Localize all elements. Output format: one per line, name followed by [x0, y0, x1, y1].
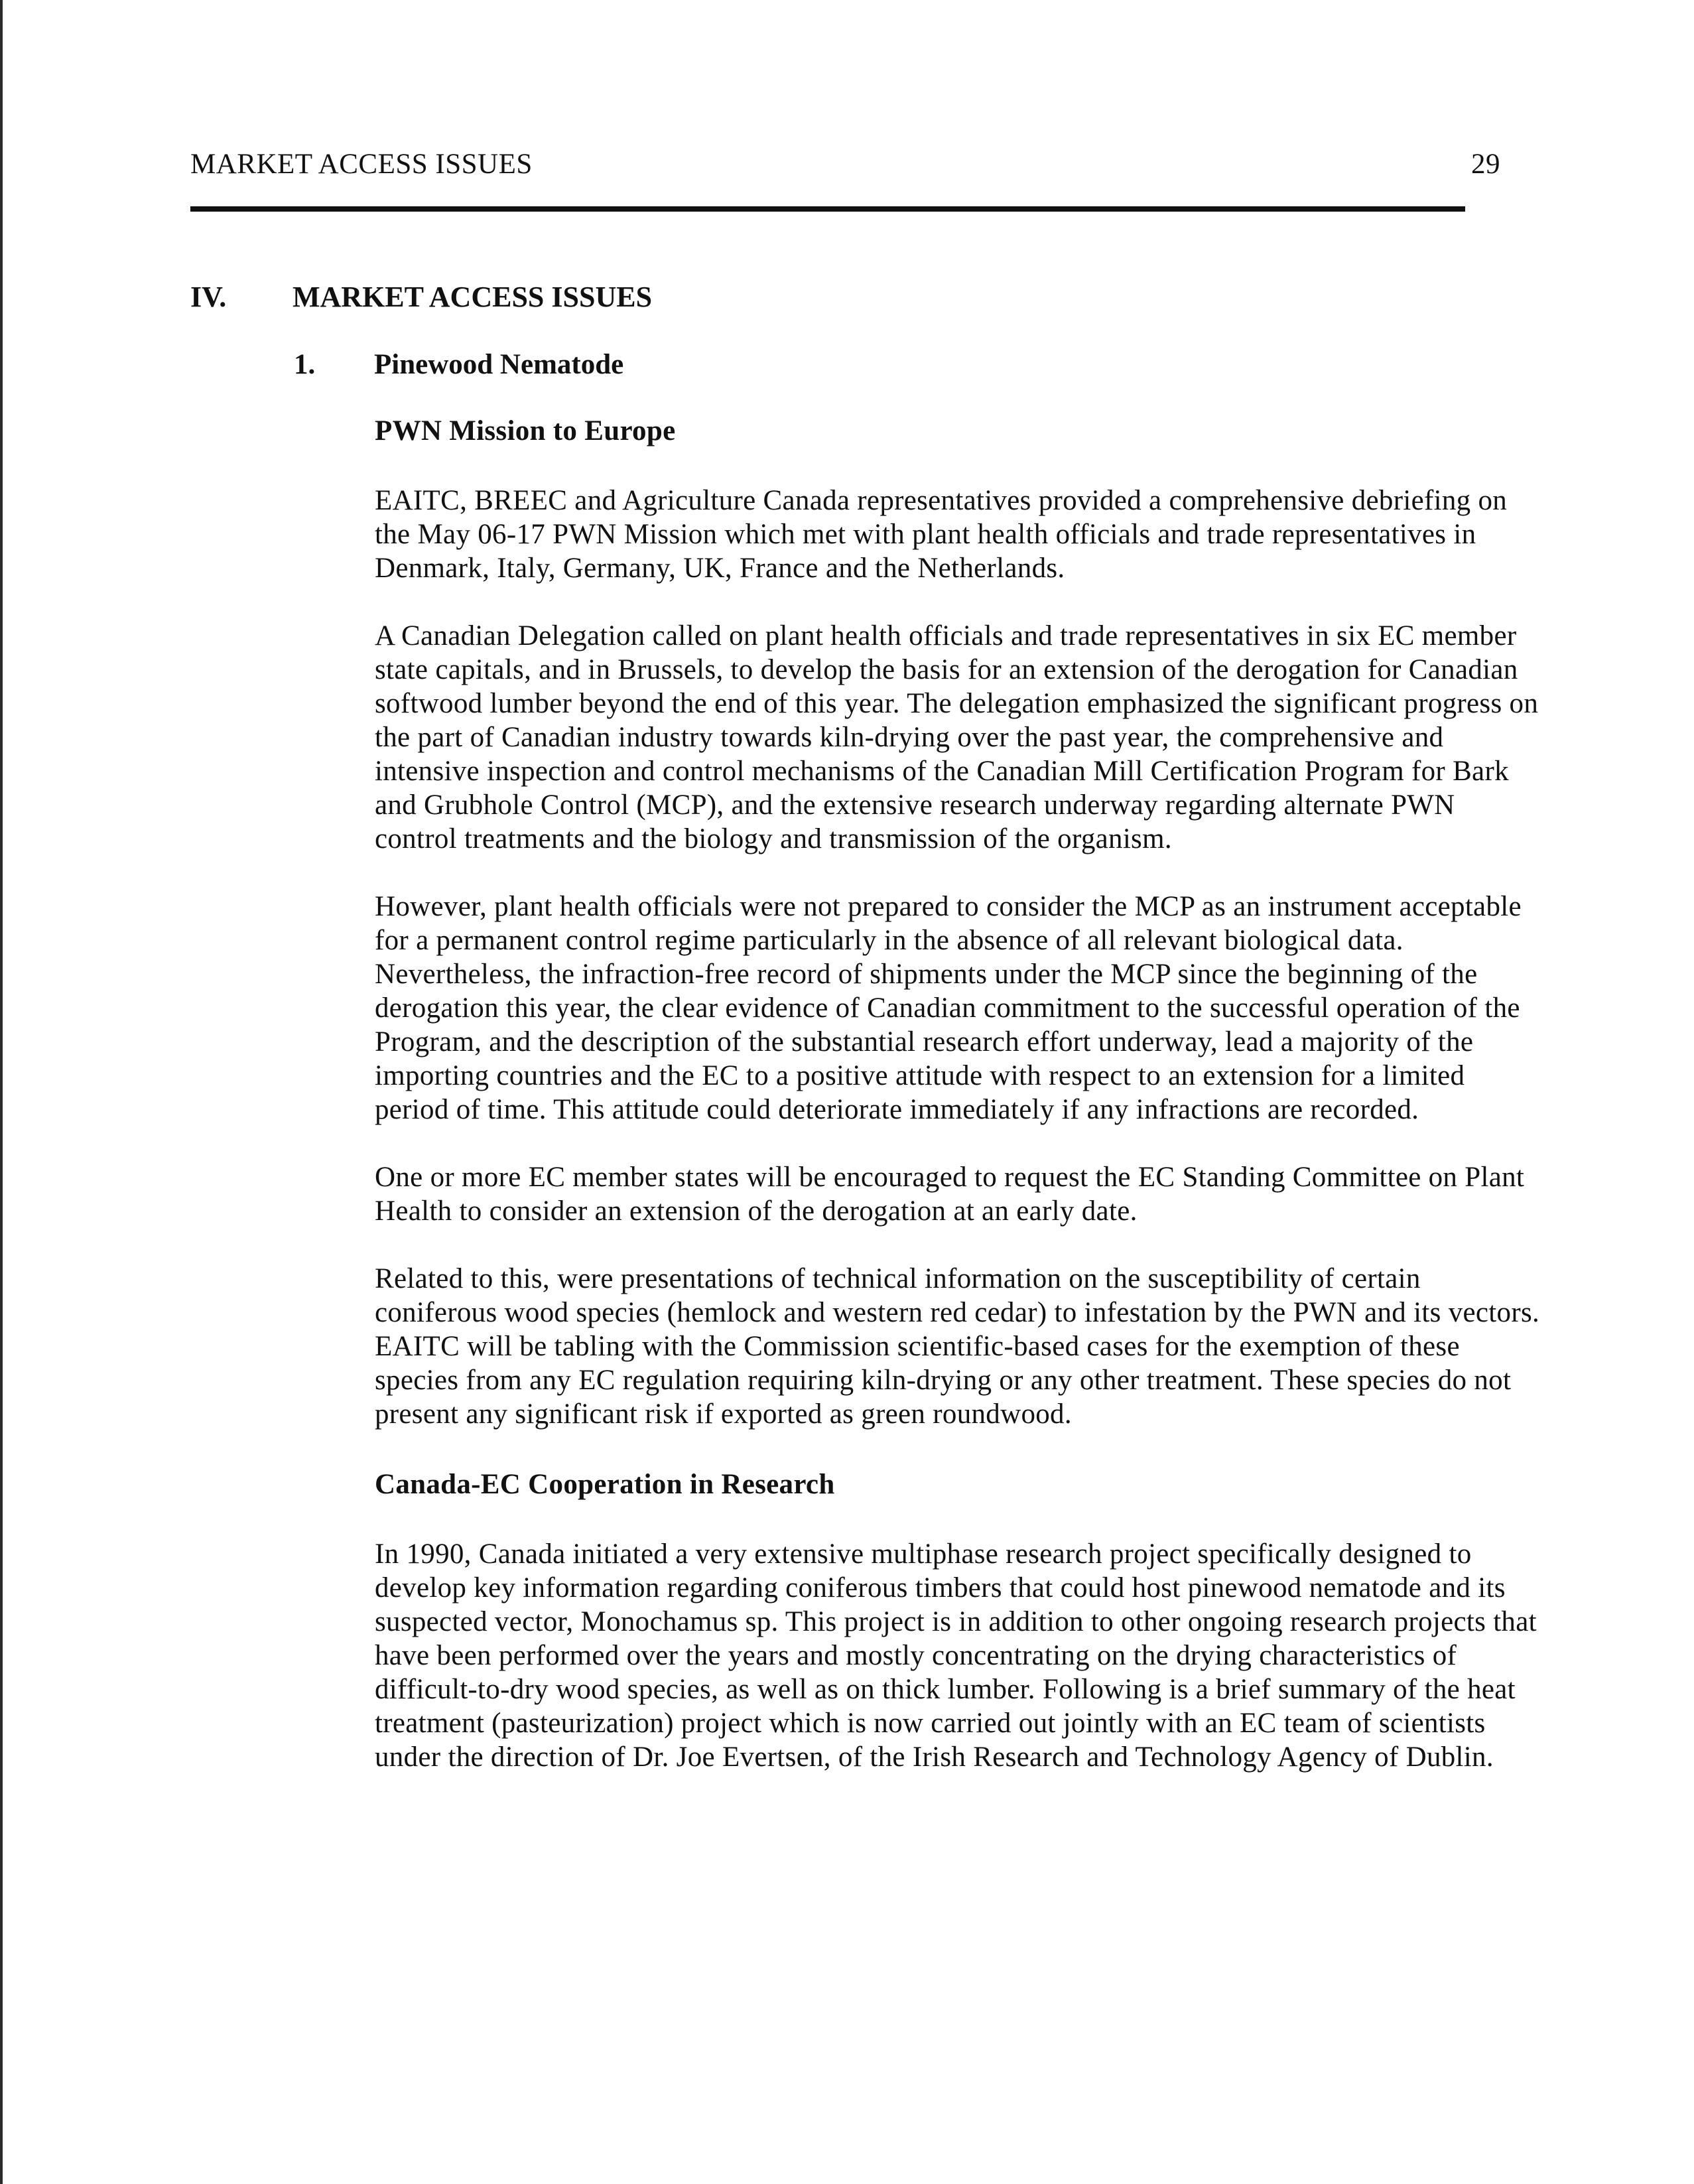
mission-paragraph-3: However, plant health officials were not prepared to consider the MCP as an instrument acceptable for a permanent control regime particularly in the absence of all relevant biological data. Nevertheless, the infraction-free record of shipments under the MCP since the beginning of the derogation this year, the clear evidence of Canadian commitment to the successful operation of the Program, and the description of the substantial research effort underway, lead a majority of the importing countries and the EC to a positive attitude with respect to an extension for a limited period of time. This attitude could deteriorate immediately if any infractions are recorded. [375, 891, 1522, 1125]
section-title: MARKET ACCESS ISSUES [293, 281, 653, 313]
cooperation-heading: Canada-EC Cooperation in Research [375, 1469, 835, 1500]
subsection-title: Pinewood Nematode [374, 349, 624, 380]
mission-paragraph-2: A Canadian Delegation called on plant health officials and trade representatives in six EC member state capitals, and in Brussels, to develop the basis for an extension of the derogation for Canadian softwood lumber beyond the end of this year. The delegation emphasized the significant progress on the part of Canadian industry towards kiln-drying over the past year, the comprehensive and intensive inspection and control mechanisms of the Canadian Mill Certification Program for Bark and Grubhole Control (MCP), and the extensive research underway regarding alternate PWN control treatments and the biology and transmission of the organism. [375, 620, 1539, 854]
running-header [190, 145, 1500, 184]
cooperation-paragraph-1: In 1990, Canada initiated a very extensive multiphase research project specifically designed to develop key information regarding coniferous timbers that could host pinewood nematode and its suspected vector, Monochamus sp. This project is in addition to other ongoing research projects that have been performed over the years and mostly concentrating on the drying characteristics of difficult-to-dry wood species, as well as on thick lumber. Following is a brief summary of the heat treatment (pasteurization) project which is now carried out jointly with an EC team of scientists under the direction of Dr. Joe Evertsen, of the Irish Research and Technology Agency of Dublin. [375, 1538, 1537, 1773]
header-rule [190, 206, 1465, 212]
page-number: 29 [1471, 149, 1500, 180]
body-content [375, 411, 1542, 1808]
mission-paragraph-5: Related to this, were presentations of technical information on the susceptibility of certain coniferous wood species (hemlock and western red cedar) to infestation by the PWN and its vectors. EAITC will be tabling with the Commission scientific-based cases for the exemption of these species from any EC regulation requiring kiln-drying or any other treatment. These species do not present any significant risk if exported as green roundwood. [375, 1263, 1540, 1430]
mission-paragraph-4: One or more EC member states will be encouraged to request the EC Standing Committee on Plant Health to consider an extension of the derogation at an early date. [375, 1162, 1525, 1227]
running-title: MARKET ACCESS ISSUES [190, 149, 533, 180]
mission-heading: PWN Mission to Europe [375, 415, 676, 446]
mission-paragraph-1: EAITC, BREEC and Agriculture Canada representatives provided a comprehensive debriefing on the May 06-17 PWN Mission which met with plant health officials and trade representatives in Denmark, Italy, Germany, UK, France and the Netherlands. [375, 485, 1508, 584]
section-numeral: IV. [190, 281, 227, 313]
subsection-heading [294, 345, 623, 385]
section-heading [190, 277, 652, 317]
page-edge [0, 0, 3, 2184]
subsection-number: 1. [294, 349, 316, 380]
